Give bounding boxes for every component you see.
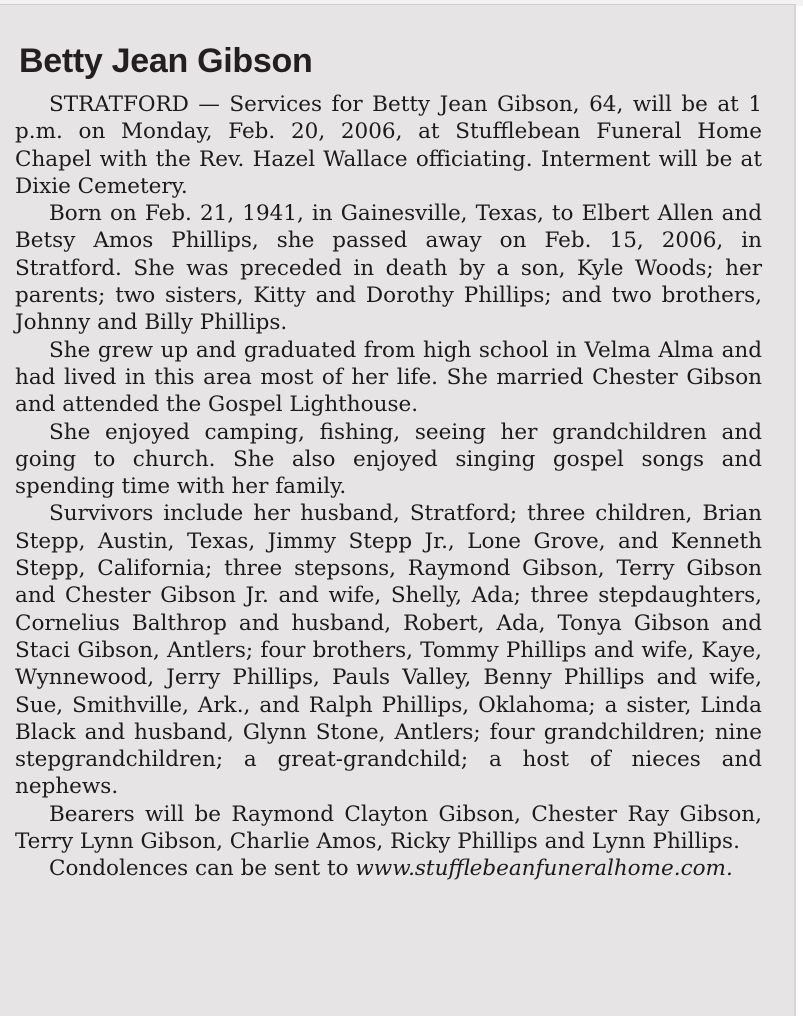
condolences-paragraph bbox=[15, 855, 762, 882]
obituary-headline: Betty Jean Gibson bbox=[19, 42, 313, 80]
survivors-paragraph: Survivors include her husband, Stratford; three children, Brian Stepp, Austin, Texas, Jimmy Stepp Jr., Lone Grove, and Kenneth Stepp, California; three stepsons, Raymond Gibson, Terry Gibson and Chester Gibson Jr. and wife, Shelly, Ada; three stepdaughters, Cornelius Balthrop and husband, Robert, Ada, Tonya Gibson and Staci Gibson, Antlers; four brothers, Tommy Phillips and wife, Kaye, Wynnewood, Jerry Phillips, Pauls Valley, Benny Phillips and wife, Sue, Smithville, Ark., and Ralph Phillips, Oklahoma; a sister, Linda Black and husband, Glynn Stone, Antlers; four grandchildren; nine stepgrandchildren; a great-grandchild; a host of nieces and nephews. bbox=[15, 501, 762, 800]
obituary-clipping bbox=[0, 4, 796, 1016]
services-paragraph: STRATFORD — Services for Betty Jean Gibson, 64, will be at 1 p.m. on Monday, Feb. 20, 2006, at Stufflebean Funeral Home Chapel with the Rev. Hazel Wallace officiating. Interment will be at Dixie Cemetery. bbox=[15, 92, 762, 199]
biography-paragraph: Born on Feb. 21, 1941, in Gainesville, Texas, to Elbert Allen and Betsy Amos Phillips, she passed away on Feb. 15, 2006, in Stratford. She was preceded in death by a son, Kyle Woods; her parents; two sisters, Kitty and Dorothy Phillips; and two brothers, Johnny and Billy Phillips. bbox=[15, 201, 762, 336]
condolences-text: Condolences can be sent to bbox=[49, 856, 349, 882]
obituary-body bbox=[15, 91, 762, 883]
bearers-paragraph: Bearers will be Raymond Clayton Gibson, Chester Ray Gibson, Terry Lynn Gibson, Charlie Amos, Ricky Phillips and Lynn Phillips. bbox=[15, 801, 762, 855]
funeral-home-website: www.stufflebeanfuneralhome.com. bbox=[355, 856, 733, 882]
hobbies-paragraph: She enjoyed camping, fishing, seeing her grandchildren and going to church. She also enjoyed singing gospel songs and spending time with her family. bbox=[15, 419, 762, 500]
life-paragraph: She grew up and graduated from high school in Velma Alma and had lived in this area most of her life. She married Chester Gibson and attended the Gospel Lighthouse. bbox=[15, 337, 762, 418]
